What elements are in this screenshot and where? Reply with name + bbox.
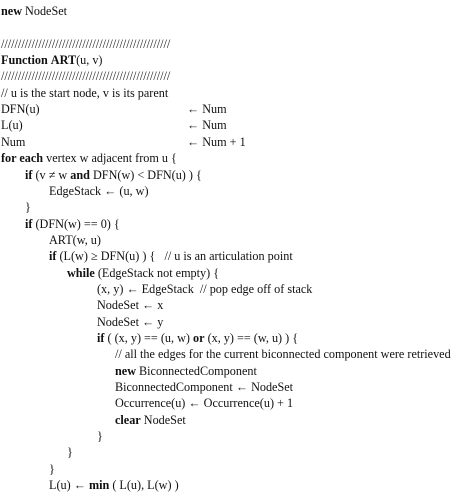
keyword: or (193, 331, 205, 345)
keyword: new (115, 363, 136, 378)
code-line (115, 394, 293, 412)
code-line (97, 313, 163, 331)
code-line (115, 378, 293, 396)
code-text: (EdgeStack not empty) { (94, 265, 220, 280)
keyword: if (25, 216, 33, 231)
code-text: DFN(u) (1, 102, 40, 117)
code-text: Num (1, 134, 26, 149)
code-text: vertex w adjacent from u { (43, 151, 177, 166)
code-line (1, 51, 103, 69)
code-line (1, 149, 177, 167)
code-text: NodeSet ← x (97, 298, 164, 313)
code-line (67, 264, 219, 282)
keyword: and (70, 167, 90, 182)
code-line (97, 296, 163, 314)
code-text: } (49, 461, 55, 476)
code-text: NodeSet ← y (97, 314, 164, 329)
code-line (97, 329, 298, 347)
assignment-rhs: ← Num + 1 (187, 134, 246, 149)
keyword: clear (115, 412, 141, 427)
code-line (49, 182, 149, 200)
keyword: ART (50, 53, 77, 68)
keyword: if (49, 249, 57, 264)
keyword: if (25, 167, 33, 182)
assignment-rhs: ← Num (187, 118, 227, 133)
code-text: } (67, 445, 73, 460)
code-text: (u, v) (76, 53, 103, 68)
code-line (49, 247, 293, 265)
keyword: new (1, 4, 22, 18)
code-line (115, 362, 257, 380)
code-text: // all the edges for the current biconnected component were retrieved (115, 347, 451, 362)
code-line (97, 427, 103, 445)
keyword: if (97, 331, 105, 345)
code-text: Occurrence(u) ← Occurrence(u) + 1 (115, 396, 294, 411)
code-text: BiconnectedComponent (136, 363, 257, 378)
code-text: (L(w) ≥ DFN(u) ) { // u is an articulation point (56, 249, 293, 264)
code-line (49, 460, 55, 478)
code-line (1, 84, 168, 102)
code-text: } (97, 429, 103, 444)
code-text: (v ≠ w (32, 167, 71, 182)
code-text: (x, y) == (w, u) ) { (204, 331, 299, 345)
keyword: Function (1, 53, 48, 68)
code-line (97, 280, 312, 298)
assignment-rhs: ← Num (187, 102, 227, 117)
code-text: ////////////////////////////////////////////////// (1, 36, 171, 51)
code-line (1, 2, 67, 20)
code-text: } (25, 200, 31, 215)
keyword: min (88, 478, 110, 493)
code-text: BiconnectedComponent ← NodeSet (115, 380, 294, 395)
code-line (115, 411, 186, 429)
code-text: ( (x, y) == (u, w) (104, 331, 193, 345)
code-line (25, 166, 202, 184)
code-line (1, 67, 170, 85)
code-text: (x, y) ← EdgeStack // pop edge off of stack (97, 281, 313, 296)
keyword: for each (1, 151, 44, 166)
code-line (1, 133, 25, 151)
code-line (1, 116, 23, 134)
code-text: // u is the start node, v is its parent (1, 85, 169, 100)
code-text: (DFN(w) == 0) { (32, 216, 120, 231)
code-text: ////////////////////////////////////////////////// (1, 69, 171, 84)
code-line (1, 35, 170, 53)
code-line (49, 231, 101, 249)
code-line (25, 198, 31, 216)
code-text: EdgeStack ← (u, w) (49, 183, 149, 198)
code-text: NodeSet (140, 412, 186, 427)
keyword: while (67, 265, 95, 280)
code-text: ART(w, u) (49, 232, 101, 247)
code-text: L(u) ← (49, 478, 89, 493)
code-line (49, 476, 179, 494)
code-line (25, 215, 120, 233)
code-text: L(u) (1, 118, 23, 133)
code-text: NodeSet (22, 4, 68, 18)
code-line (67, 443, 73, 461)
code-line (1, 100, 40, 118)
code-line (115, 345, 451, 363)
code-text: DFN(w) < DFN(u) ) { (89, 167, 202, 182)
code-text: ( L(u), L(w) ) (109, 478, 179, 493)
